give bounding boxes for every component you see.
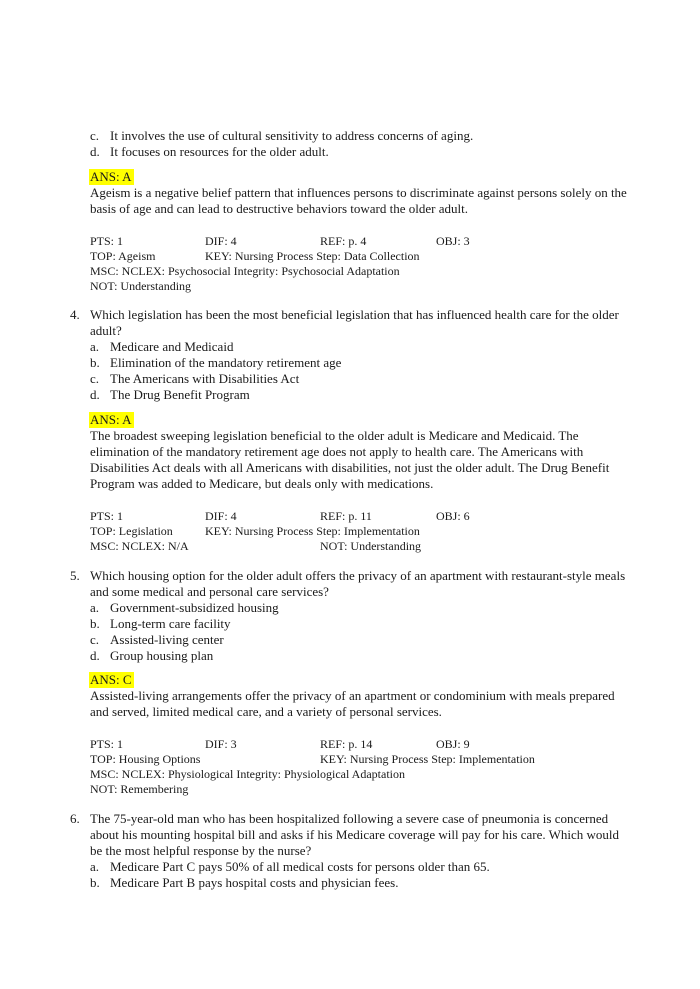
answer-label: ANS: A bbox=[90, 412, 132, 427]
question-number: 4. bbox=[70, 307, 80, 322]
option-text: Medicare Part B pays hospital costs and physician fees. bbox=[110, 875, 399, 890]
meta-msc: MSC: NCLEX: Psychosocial Integrity: Psychosocial Adaptation bbox=[90, 264, 400, 278]
answer-label: ANS: C bbox=[90, 672, 132, 687]
option-letter: c. bbox=[90, 371, 100, 386]
question-stem-line: Which housing option for the older adult offers the privacy of an apartment with restaurant-style meals bbox=[90, 568, 626, 583]
option-letter: a. bbox=[90, 859, 100, 874]
option-letter: d. bbox=[90, 387, 100, 402]
option-letter: b. bbox=[90, 355, 100, 370]
rationale-line: Disabilities Act deals with all Americans with disabilities, not just the older adult. The Drug Benefit bbox=[90, 460, 610, 475]
question-stem-line: be the most helpful response by the nurse? bbox=[90, 843, 312, 858]
question-stem-line: Which legislation has been the most beneficial legislation that has influenced health care for the older bbox=[90, 307, 619, 322]
meta-key: KEY: Nursing Process Step: Implementation bbox=[205, 524, 420, 538]
option-letter: c. bbox=[90, 632, 100, 647]
option-letter: a. bbox=[90, 339, 100, 354]
meta-dif: DIF: 3 bbox=[205, 737, 237, 751]
option-text: Assisted-living center bbox=[110, 632, 224, 647]
meta-ref: REF: p. 11 bbox=[320, 509, 372, 523]
rationale-line: Ageism is a negative belief pattern that influences persons to discriminate against persons solely on the bbox=[90, 185, 627, 200]
rationale-line: and served, limited medical care, and a variety of personal services. bbox=[90, 704, 442, 719]
meta-dif: DIF: 4 bbox=[205, 509, 237, 523]
option-letter: a. bbox=[90, 600, 100, 615]
option-text: It focuses on resources for the older adult. bbox=[110, 144, 329, 159]
meta-pts: PTS: 1 bbox=[90, 509, 124, 523]
rationale-line: elimination of the mandatory retirement age does not apply to health care. The Americans with bbox=[90, 444, 584, 459]
question-stem-line: adult? bbox=[90, 323, 122, 338]
meta-msc: MSC: NCLEX: Physiological Integrity: Physiological Adaptation bbox=[90, 767, 405, 781]
rationale-line: The broadest sweeping legislation beneficial to the older adult is Medicare and Medicaid. The bbox=[90, 428, 579, 443]
option-text: The Drug Benefit Program bbox=[110, 387, 250, 402]
meta-top: TOP: Ageism bbox=[90, 249, 156, 263]
meta-top: TOP: Legislation bbox=[90, 524, 173, 538]
meta-not: NOT: Remembering bbox=[90, 782, 189, 796]
meta-dif: DIF: 4 bbox=[205, 234, 237, 248]
meta-ref: REF: p. 14 bbox=[320, 737, 373, 751]
meta-key: KEY: Nursing Process Step: Data Collection bbox=[205, 249, 420, 263]
option-text: It involves the use of cultural sensitivity to address concerns of aging. bbox=[110, 128, 474, 143]
option-letter: b. bbox=[90, 875, 100, 890]
meta-not: NOT: Understanding bbox=[320, 539, 422, 553]
rationale-line: Program was added to Medicare, but deals only with medications. bbox=[90, 476, 434, 491]
meta-pts: PTS: 1 bbox=[90, 234, 124, 248]
meta-top: TOP: Housing Options bbox=[90, 752, 201, 766]
rationale-line: Assisted-living arrangements offer the privacy of an apartment or condominium with meals prepared bbox=[90, 688, 615, 703]
option-letter: d. bbox=[90, 144, 100, 159]
meta-key: KEY: Nursing Process Step: Implementation bbox=[320, 752, 535, 766]
question-number: 5. bbox=[70, 568, 80, 583]
question-stem-line: The 75-year-old man who has been hospitalized following a severe case of pneumonia is concerned bbox=[90, 811, 609, 826]
meta-ref: REF: p. 4 bbox=[320, 234, 367, 248]
meta-obj: OBJ: 9 bbox=[436, 737, 470, 751]
rationale-line: basis of age and can lead to destructive behaviors toward the older adult. bbox=[90, 201, 468, 216]
option-text: Medicare Part C pays 50% of all medical costs for persons older than 65. bbox=[110, 859, 490, 874]
option-text: Medicare and Medicaid bbox=[110, 339, 234, 354]
option-text: Long-term care facility bbox=[110, 616, 231, 631]
question-stem-line: and some medical and personal care services? bbox=[90, 584, 329, 599]
meta-obj: OBJ: 6 bbox=[436, 509, 470, 523]
question-stem-line: about his mounting hospital bill and asks if his Medicare coverage will pay for his care. Which would bbox=[90, 827, 620, 842]
meta-msc: MSC: NCLEX: N/A bbox=[90, 539, 189, 553]
option-text: The Americans with Disabilities Act bbox=[110, 371, 300, 386]
option-letter: b. bbox=[90, 616, 100, 631]
meta-not: NOT: Understanding bbox=[90, 279, 192, 293]
answer-label: ANS: A bbox=[90, 169, 132, 184]
option-text: Elimination of the mandatory retirement age bbox=[110, 355, 342, 370]
option-text: Government-subsidized housing bbox=[110, 600, 279, 615]
option-letter: d. bbox=[90, 648, 100, 663]
option-text: Group housing plan bbox=[110, 648, 214, 663]
question-number: 6. bbox=[70, 811, 80, 826]
option-letter: c. bbox=[90, 128, 100, 143]
meta-obj: OBJ: 3 bbox=[436, 234, 470, 248]
meta-pts: PTS: 1 bbox=[90, 737, 124, 751]
